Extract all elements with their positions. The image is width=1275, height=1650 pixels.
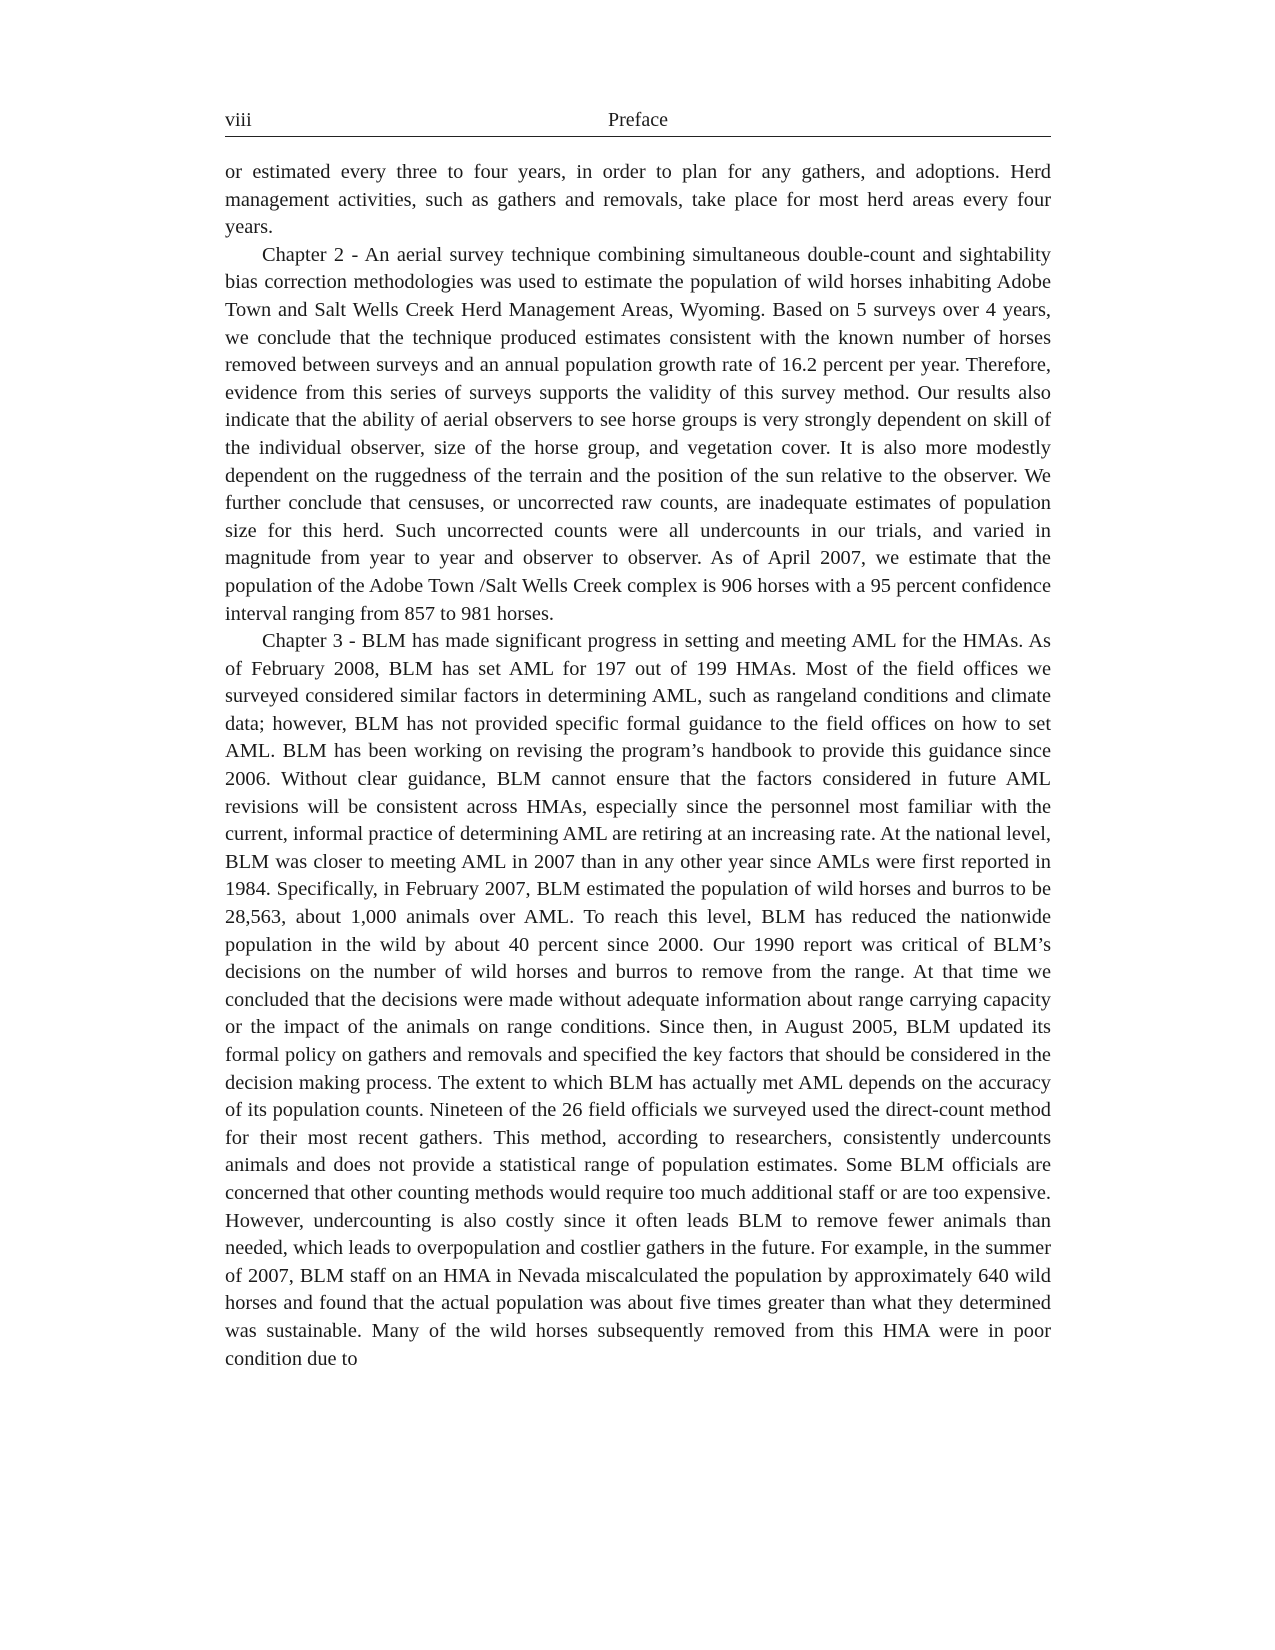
document-page	[225, 106, 1051, 1373]
paragraph-chapter-2: Chapter 2 - An aerial survey technique combining simultaneous double-count and sightability bias correction methodologies was used to estimate the population of wild horses inhabiting Adobe Town and Salt Wells Creek Herd Management Areas, Wyoming. Based on 5 surveys over 4 years, we conclude that the technique produced estimates consistent with the known number of horses removed between surveys and an annual population growth rate of 16.2 percent per year. Therefore, evidence from this series of surveys supports the validity of this survey method. Our results also indicate that the ability of aerial observers to see horse groups is very strongly dependent on skill of the individual observer, size of the horse group, and vegetation cover. It is also more modestly dependent on the ruggedness of the terrain and the position of the sun relative to the observer. We further conclude that censuses, or uncorrected raw counts, are inadequate estimates of population size for this herd. Such uncorrected counts were all undercounts in our trials, and varied in magnitude from year to year and observer to observer. As of April 2007, we estimate that the population of the Adobe Town /Salt Wells Creek complex is 906 horses with a 95 percent confidence interval ranging from 857 to 981 horses.	[225, 243, 1051, 625]
paragraph-chapter-3: Chapter 3 - BLM has made significant progress in setting and meeting AML for the HMAs. As of February 2008, BLM has set AML for 197 out of 199 HMAs. Most of the field offices we surveyed considered similar factors in determining AML, such as rangeland conditions and climate data; however, BLM has not provided specific formal guidance to the field offices on how to set AML. BLM has been working on revising the program’s handbook to provide this guidance since 2006. Without clear guidance, BLM cannot ensure that the factors considered in future AML revisions will be consistent across HMAs, especially since the personnel most familiar with the current, informal practice of determining AML are retiring at an increasing rate. At the national level, BLM was closer to meeting AML in 2007 than in any other year since AMLs were first reported in 1984. Specifically, in February 2007, BLM estimated the population of wild horses and burros to be 28,563, about 1,000 animals over AML. To reach this level, BLM has reduced the nationwide population in the wild by about 40 percent since 2000. Our 1990 report was critical of BLM’s decisions on the number of wild horses and burros to remove from the range. At that time we concluded that the decisions were made without adequate information about range carrying capacity or the impact of the animals on range conditions. Since then, in August 2005, BLM updated its formal policy on gathers and removals and specified the key factors that should be considered in the decision making process. The extent to which BLM has actually met AML depends on the accuracy of its population counts. Nineteen of the 26 field officials we surveyed used the direct-count method for their most recent gathers. This method, according to researchers, consistently undercounts animals and does not provide a statistical range of population estimates. Some BLM officials are concerned that other counting methods would require too much additional staff or are too expensive. However, undercounting is also costly since it often leads BLM to remove fewer animals than needed, which leads to overpopulation and costlier gathers in the future. For example, in the summer of 2007, BLM staff on an HMA in Nevada miscalculated the population by approximately 640 wild horses and found that the actual population was about five times greater than what they determined was sustainable. Many of the wild horses subsequently removed from this HMA were in poor condition due to	[225, 630, 1051, 1370]
header-title: Preface	[608, 109, 668, 131]
running-header	[225, 106, 1051, 137]
page-number: viii	[225, 109, 252, 131]
body-text	[225, 159, 1051, 1373]
paragraph-continuation: or estimated every three to four years, in order to plan for any gathers, and adoptions. Herd management activities, such as gathers and removals, take place for most herd areas every four years.	[225, 161, 1051, 239]
